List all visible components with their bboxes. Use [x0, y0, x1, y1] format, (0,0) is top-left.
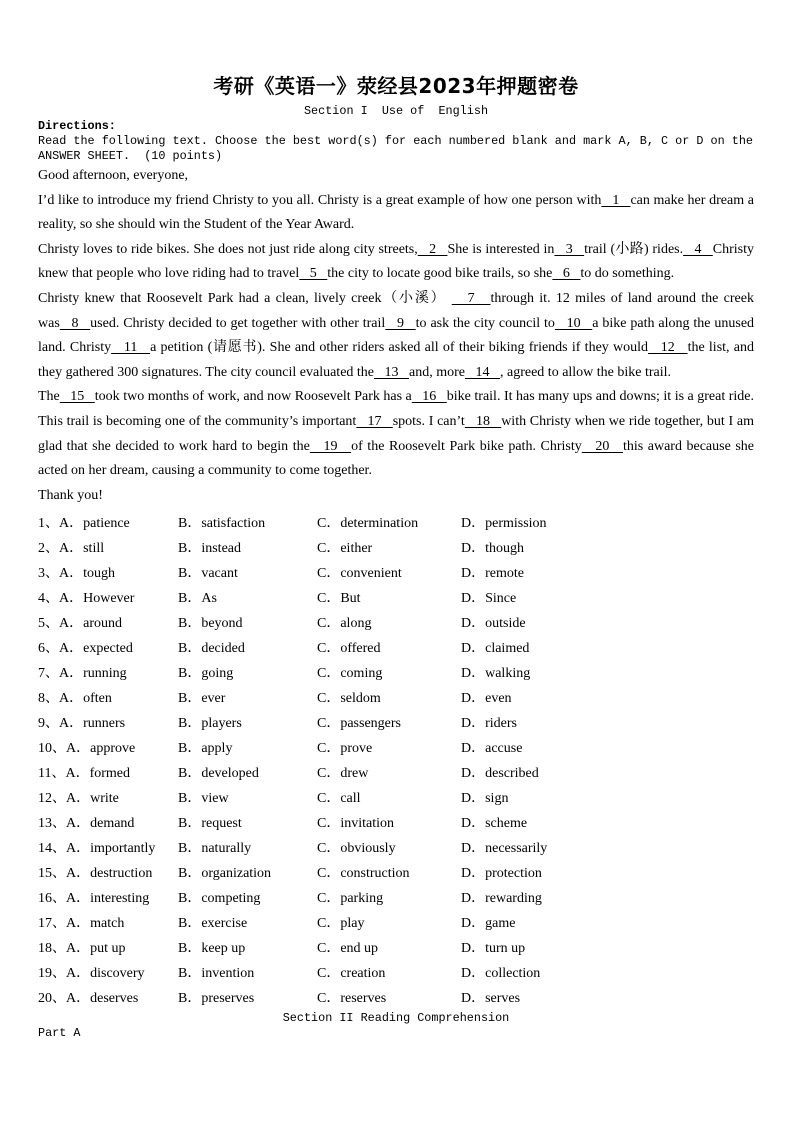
directions-line-2: ANSWER SHEET. (10 points): [38, 149, 223, 163]
question-7-option-a: 7、A．running: [38, 666, 127, 682]
question-6-option-d: D．claimed: [461, 641, 530, 657]
question-row-14: [38, 836, 754, 861]
passage-paragraph: Christy loves to ride bikes. She does not just ride along city streets, 2 She is interested in 3 trail (小路) rides. 4 Christy knew that people who love riding had to travel 5 the city to locate good bike trails, so she 6 to do something.: [38, 241, 755, 282]
question-19-option-b: B．invention: [178, 966, 255, 982]
question-1-option-b: B．satisfaction: [178, 516, 266, 532]
question-14-option-a: 14、A．importantly: [38, 841, 156, 857]
greeting-line: Good afternoon, everyone,: [38, 168, 189, 183]
question-7-option-b: B．going: [178, 666, 234, 682]
question-11-option-a: 11、A．formed: [38, 766, 131, 782]
question-5-option-d: D．outside: [461, 616, 526, 632]
question-10-option-d: D．accuse: [461, 741, 523, 757]
question-row-6: [38, 636, 754, 661]
question-4-option-b: B．As: [178, 591, 217, 607]
passage-paragraph: The 15 took two months of work, and now Roosevelt Park has a 16 bike trail. It has many ups and downs; it is a great ride. This trail is becoming one of the community’s important 17 spots. I can’t 18 with Christy when we ride together, but I am glad that she decided to work hard to begin the 19 of the Roosevelt Park bike path. Christy 20 this award because she acted on her dream, causing a community to come together.: [38, 389, 755, 479]
question-1-option-d: D．permission: [461, 516, 547, 532]
passage-paragraph: Christy knew that Roosevelt Park had a clean, lively creek（小溪） 7 through it. 12 miles of land around the creek was 8 used. Christy decided to get together with other trail 9 to ask the city council to 10 a bike path along the unused land. Christy 11 a petition (请愿书). She and other riders asked all of their biking friends if they would 12 the list, and they gathered 300 signatures. The city council evaluated the 13 and, more 14 , agreed to allow the bike trail.: [38, 290, 755, 380]
question-row-11: [38, 761, 754, 786]
question-7-option-d: D．walking: [461, 666, 531, 682]
question-17-option-a: 17、A．match: [38, 916, 125, 932]
question-11-option-c: C．drew: [317, 766, 369, 782]
question-5-option-a: 5、A．around: [38, 616, 122, 632]
question-row-17: [38, 911, 754, 936]
question-18-option-c: C．end up: [317, 941, 379, 957]
blank-4: 4: [683, 241, 713, 257]
question-13-option-c: C．invitation: [317, 816, 394, 832]
question-4-option-d: D．Since: [461, 591, 517, 607]
blank-11: 11: [111, 340, 151, 356]
blank-2: 2: [417, 241, 448, 257]
question-20-option-c: C．reserves: [317, 991, 387, 1007]
question-19-option-a: 19、A．discovery: [38, 966, 145, 982]
blank-9: 9: [385, 315, 416, 331]
question-18-option-b: B．keep up: [178, 941, 246, 957]
question-9-option-b: B．players: [178, 716, 242, 732]
question-13-option-d: D．scheme: [461, 816, 528, 832]
question-row-12: [38, 786, 754, 811]
blank-15: 15: [59, 389, 95, 405]
question-20-option-b: B．preserves: [178, 991, 255, 1007]
question-10-option-c: C．prove: [317, 741, 373, 757]
question-3-option-b: B．vacant: [178, 566, 238, 582]
blank-5: 5: [299, 266, 328, 282]
question-9-option-a: 9、A．runners: [38, 716, 126, 732]
blank-16: 16: [411, 389, 447, 405]
question-7-option-c: C．coming: [317, 666, 383, 682]
section2-heading: Section II Reading Comprehension: [282, 1011, 510, 1026]
question-15-option-c: C．construction: [317, 866, 410, 882]
blank-10: 10: [554, 315, 593, 331]
blank-1: 1: [601, 192, 631, 208]
question-row-20: [38, 986, 754, 1011]
question-14-option-d: D．necessarily: [461, 841, 548, 857]
blank-14: 14: [465, 364, 500, 380]
question-row-16: [38, 886, 754, 911]
question-2-option-d: D．though: [461, 541, 524, 557]
question-14-option-c: C．obviously: [317, 841, 396, 857]
question-16-option-d: D．rewarding: [461, 891, 542, 907]
blank-18: 18: [464, 413, 502, 429]
question-5-option-c: C．along: [317, 616, 372, 632]
question-17-option-c: C．play: [317, 916, 365, 932]
question-10-option-b: B．apply: [178, 741, 233, 757]
question-2-option-c: C．either: [317, 541, 373, 557]
question-3-option-c: C．convenient: [317, 566, 402, 582]
question-list: [38, 511, 754, 1011]
question-6-option-a: 6、A．expected: [38, 641, 133, 657]
closing-line: Thank you!: [38, 487, 103, 503]
blank-17: 17: [356, 413, 393, 429]
question-row-4: [38, 586, 754, 611]
question-17-option-d: D．game: [461, 916, 516, 932]
question-16-option-a: 16、A．interesting: [38, 891, 150, 907]
blank-13: 13: [374, 364, 410, 380]
question-row-18: [38, 936, 754, 961]
blank-8: 8: [59, 315, 91, 331]
question-9-option-d: D．riders: [461, 716, 517, 732]
directions-label: Directions:: [38, 119, 116, 133]
question-13-option-b: B．request: [178, 816, 242, 832]
question-11-option-d: D．described: [461, 766, 539, 782]
question-11-option-b: B．developed: [178, 766, 259, 782]
section1-heading: Section I Use of English: [303, 104, 489, 118]
question-row-3: [38, 561, 754, 586]
question-4-option-c: C．But: [317, 591, 361, 607]
page-title: 考研《英语一》荥经县2023年押题密卷: [213, 74, 579, 98]
question-5-option-b: B．beyond: [178, 616, 243, 632]
question-18-option-d: D．turn up: [461, 941, 526, 957]
question-12-option-c: C．call: [317, 791, 361, 807]
directions-line-1: Read the following text. Choose the best word(s) for each numbered blank and mark A, B, C or D on the: [38, 134, 754, 148]
question-row-19: [38, 961, 754, 986]
question-20-option-d: D．serves: [461, 991, 521, 1007]
question-row-9: [38, 711, 754, 736]
blank-12: 12: [648, 340, 688, 356]
question-8-option-a: 8、A．often: [38, 691, 112, 707]
question-9-option-c: C．passengers: [317, 716, 401, 732]
question-12-option-a: 12、A．write: [38, 791, 119, 807]
blank-3: 3: [554, 241, 585, 257]
question-20-option-a: 20、A．deserves: [38, 991, 139, 1007]
question-row-5: [38, 611, 754, 636]
question-19-option-d: D．collection: [461, 966, 541, 982]
cloze-passage: [38, 189, 754, 484]
question-2-option-b: B．instead: [178, 541, 241, 557]
question-12-option-d: D．sign: [461, 791, 509, 807]
question-8-option-b: B．ever: [178, 691, 226, 707]
question-16-option-c: C．parking: [317, 891, 384, 907]
blank-20: 20: [581, 438, 623, 454]
question-10-option-a: 10、A．approve: [38, 741, 136, 757]
question-row-10: [38, 736, 754, 761]
question-17-option-b: B．exercise: [178, 916, 248, 932]
blank-19: 19: [309, 438, 352, 454]
question-row-8: [38, 686, 754, 711]
question-8-option-d: D．even: [461, 691, 512, 707]
question-18-option-a: 18、A．put up: [38, 941, 126, 957]
part-a-label: Part A: [38, 1026, 81, 1041]
question-1-option-a: 1、A．patience: [38, 516, 130, 532]
question-2-option-a: 2、A．still: [38, 541, 105, 557]
question-3-option-a: 3、A．tough: [38, 566, 115, 582]
blank-6: 6: [552, 266, 581, 282]
question-row-2: [38, 536, 754, 561]
question-15-option-d: D．protection: [461, 866, 542, 882]
question-3-option-d: D．remote: [461, 566, 524, 582]
passage-paragraph: I’d like to introduce my friend Christy to you all. Christy is a great example of how one person with 1 can make her dream a reality, so she should win the Student of the Year Award.: [38, 192, 754, 233]
question-6-option-c: C．offered: [317, 641, 381, 657]
question-13-option-a: 13、A．demand: [38, 816, 135, 832]
question-16-option-b: B．competing: [178, 891, 261, 907]
question-12-option-b: B．view: [178, 791, 229, 807]
question-8-option-c: C．seldom: [317, 691, 381, 707]
question-4-option-a: 4、A．However: [38, 591, 135, 607]
question-row-13: [38, 811, 754, 836]
question-row-15: [38, 861, 754, 886]
question-row-1: [38, 511, 754, 536]
blank-7: 7: [451, 290, 491, 306]
question-19-option-c: C．creation: [317, 966, 386, 982]
question-14-option-b: B．naturally: [178, 841, 252, 857]
question-15-option-a: 15、A．destruction: [38, 866, 153, 882]
question-6-option-b: B．decided: [178, 641, 245, 657]
question-1-option-c: C．determination: [317, 516, 419, 532]
question-15-option-b: B．organization: [178, 866, 272, 882]
question-row-7: [38, 661, 754, 686]
